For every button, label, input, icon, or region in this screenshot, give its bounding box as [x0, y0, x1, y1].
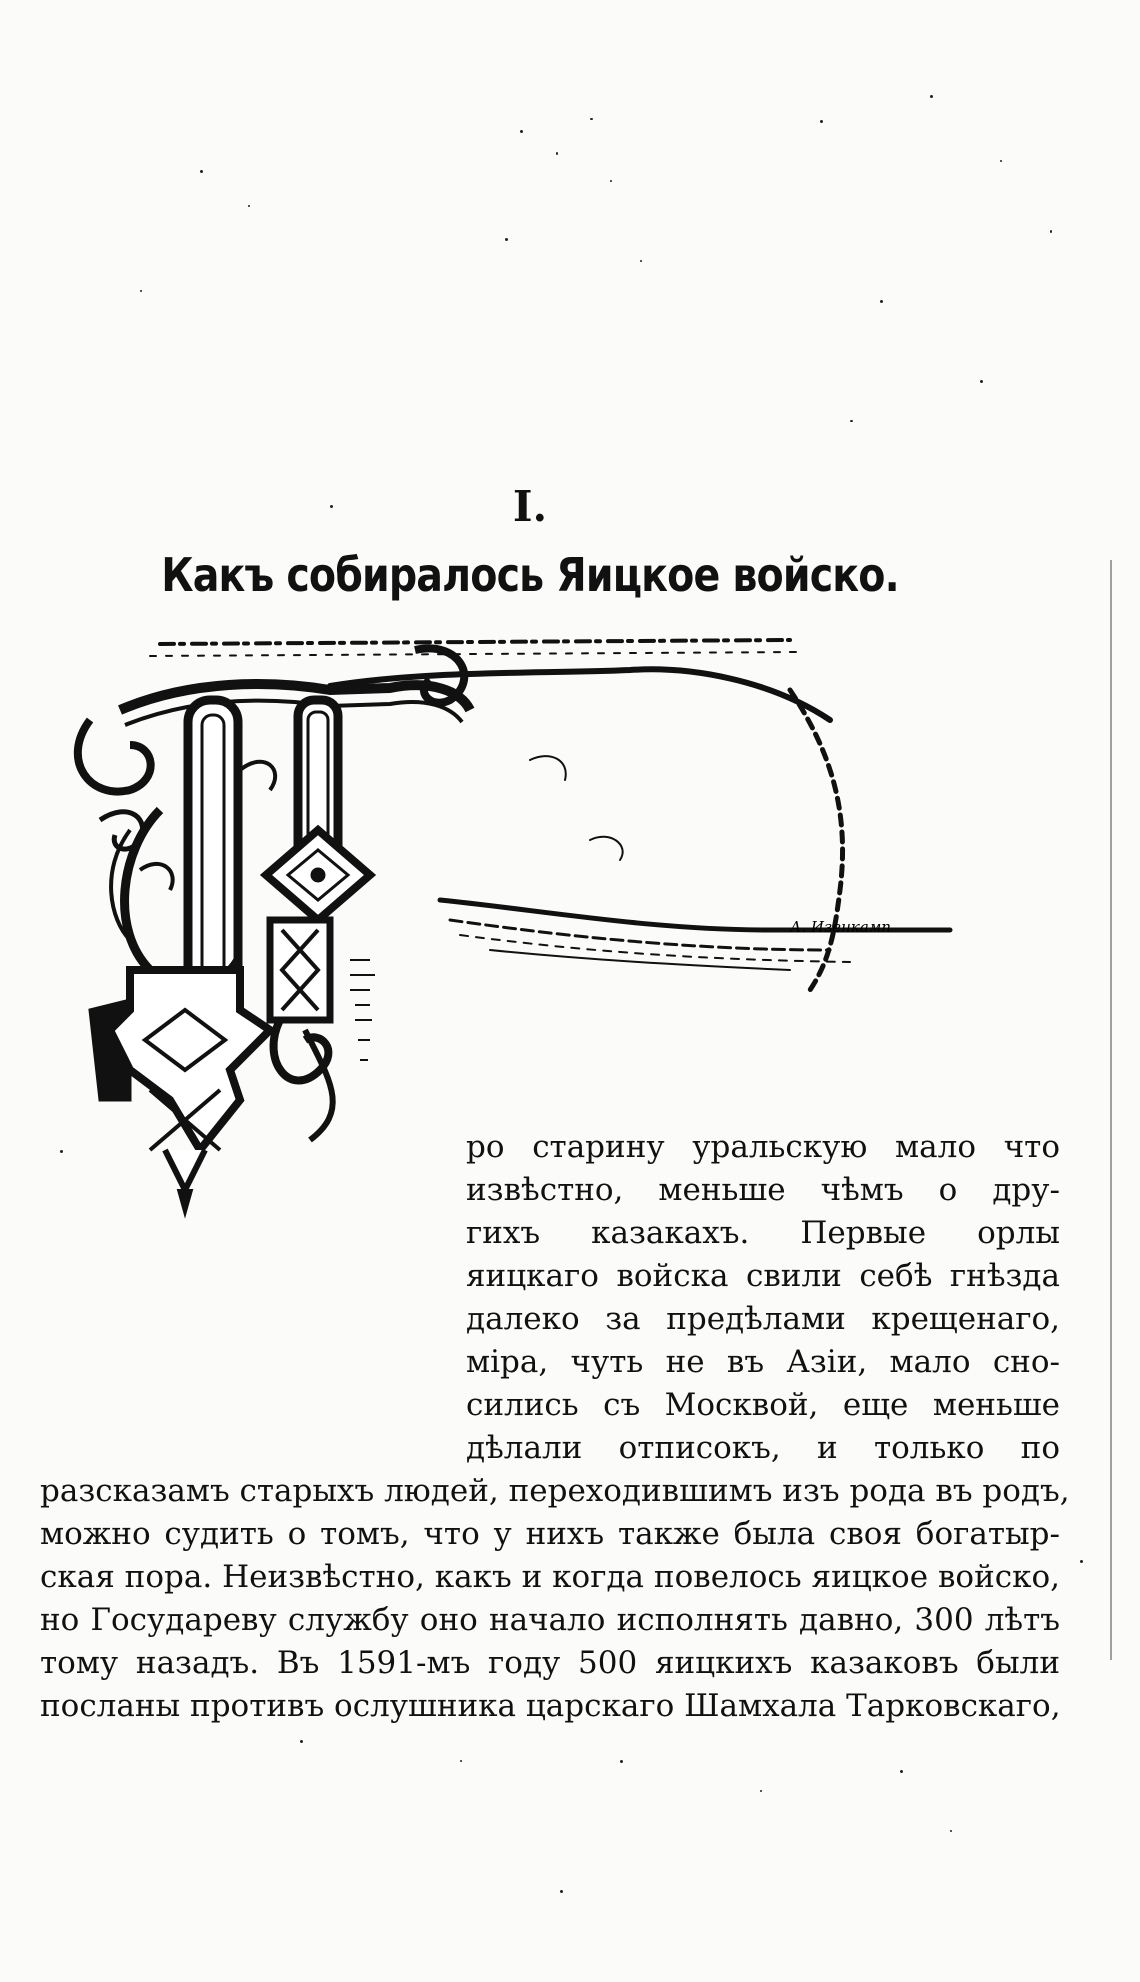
text-line: далеко за предѣлами крещенаго,: [466, 1301, 1060, 1337]
text-line: яицкаго войска свили себѣ гнѣзда: [466, 1258, 1060, 1294]
text-line: но Государеву службу оно начало исполнять давно, 300 лѣтъ: [40, 1602, 1060, 1638]
text-line: міра, чуть не въ Азіи, мало сно-: [466, 1344, 1060, 1380]
text-line: разсказамъ старыхъ людей, переходившимъ изъ рода въ родъ,: [40, 1473, 1070, 1509]
text-line: сились съ Москвой, еще меньше: [466, 1387, 1060, 1423]
chapter-number: I.: [512, 482, 548, 531]
drop-cap-letter: [78, 648, 470, 1215]
text-line: гихъ казакахъ. Первые орлы: [466, 1215, 1060, 1251]
text-line: можно судить о томъ, что у нихъ также была своя богатыр-: [40, 1516, 1060, 1552]
text-line: посланы противъ ослушника царскаго Шамхала Тарковскаго,: [40, 1688, 1061, 1724]
text-line: тому назадъ. Въ 1591-мъ году 500 яицкихъ казаковъ были: [40, 1645, 1060, 1681]
text-line: дѣлали отписокъ, и только по: [466, 1430, 1060, 1466]
page-edge-line: [1110, 560, 1112, 1660]
ornament-signature: А. Изенкамп: [790, 918, 891, 936]
text-line: ро старину уральскую мало что: [466, 1129, 1060, 1165]
chapter-title: Какъ собиралось Яицкое войско.: [161, 548, 899, 602]
text-line: ская пора. Неизвѣстно, какъ и когда повелось яицкое войско,: [40, 1559, 1060, 1595]
text-line: извѣстно, меньше чѣмъ о дру-: [466, 1172, 1060, 1208]
